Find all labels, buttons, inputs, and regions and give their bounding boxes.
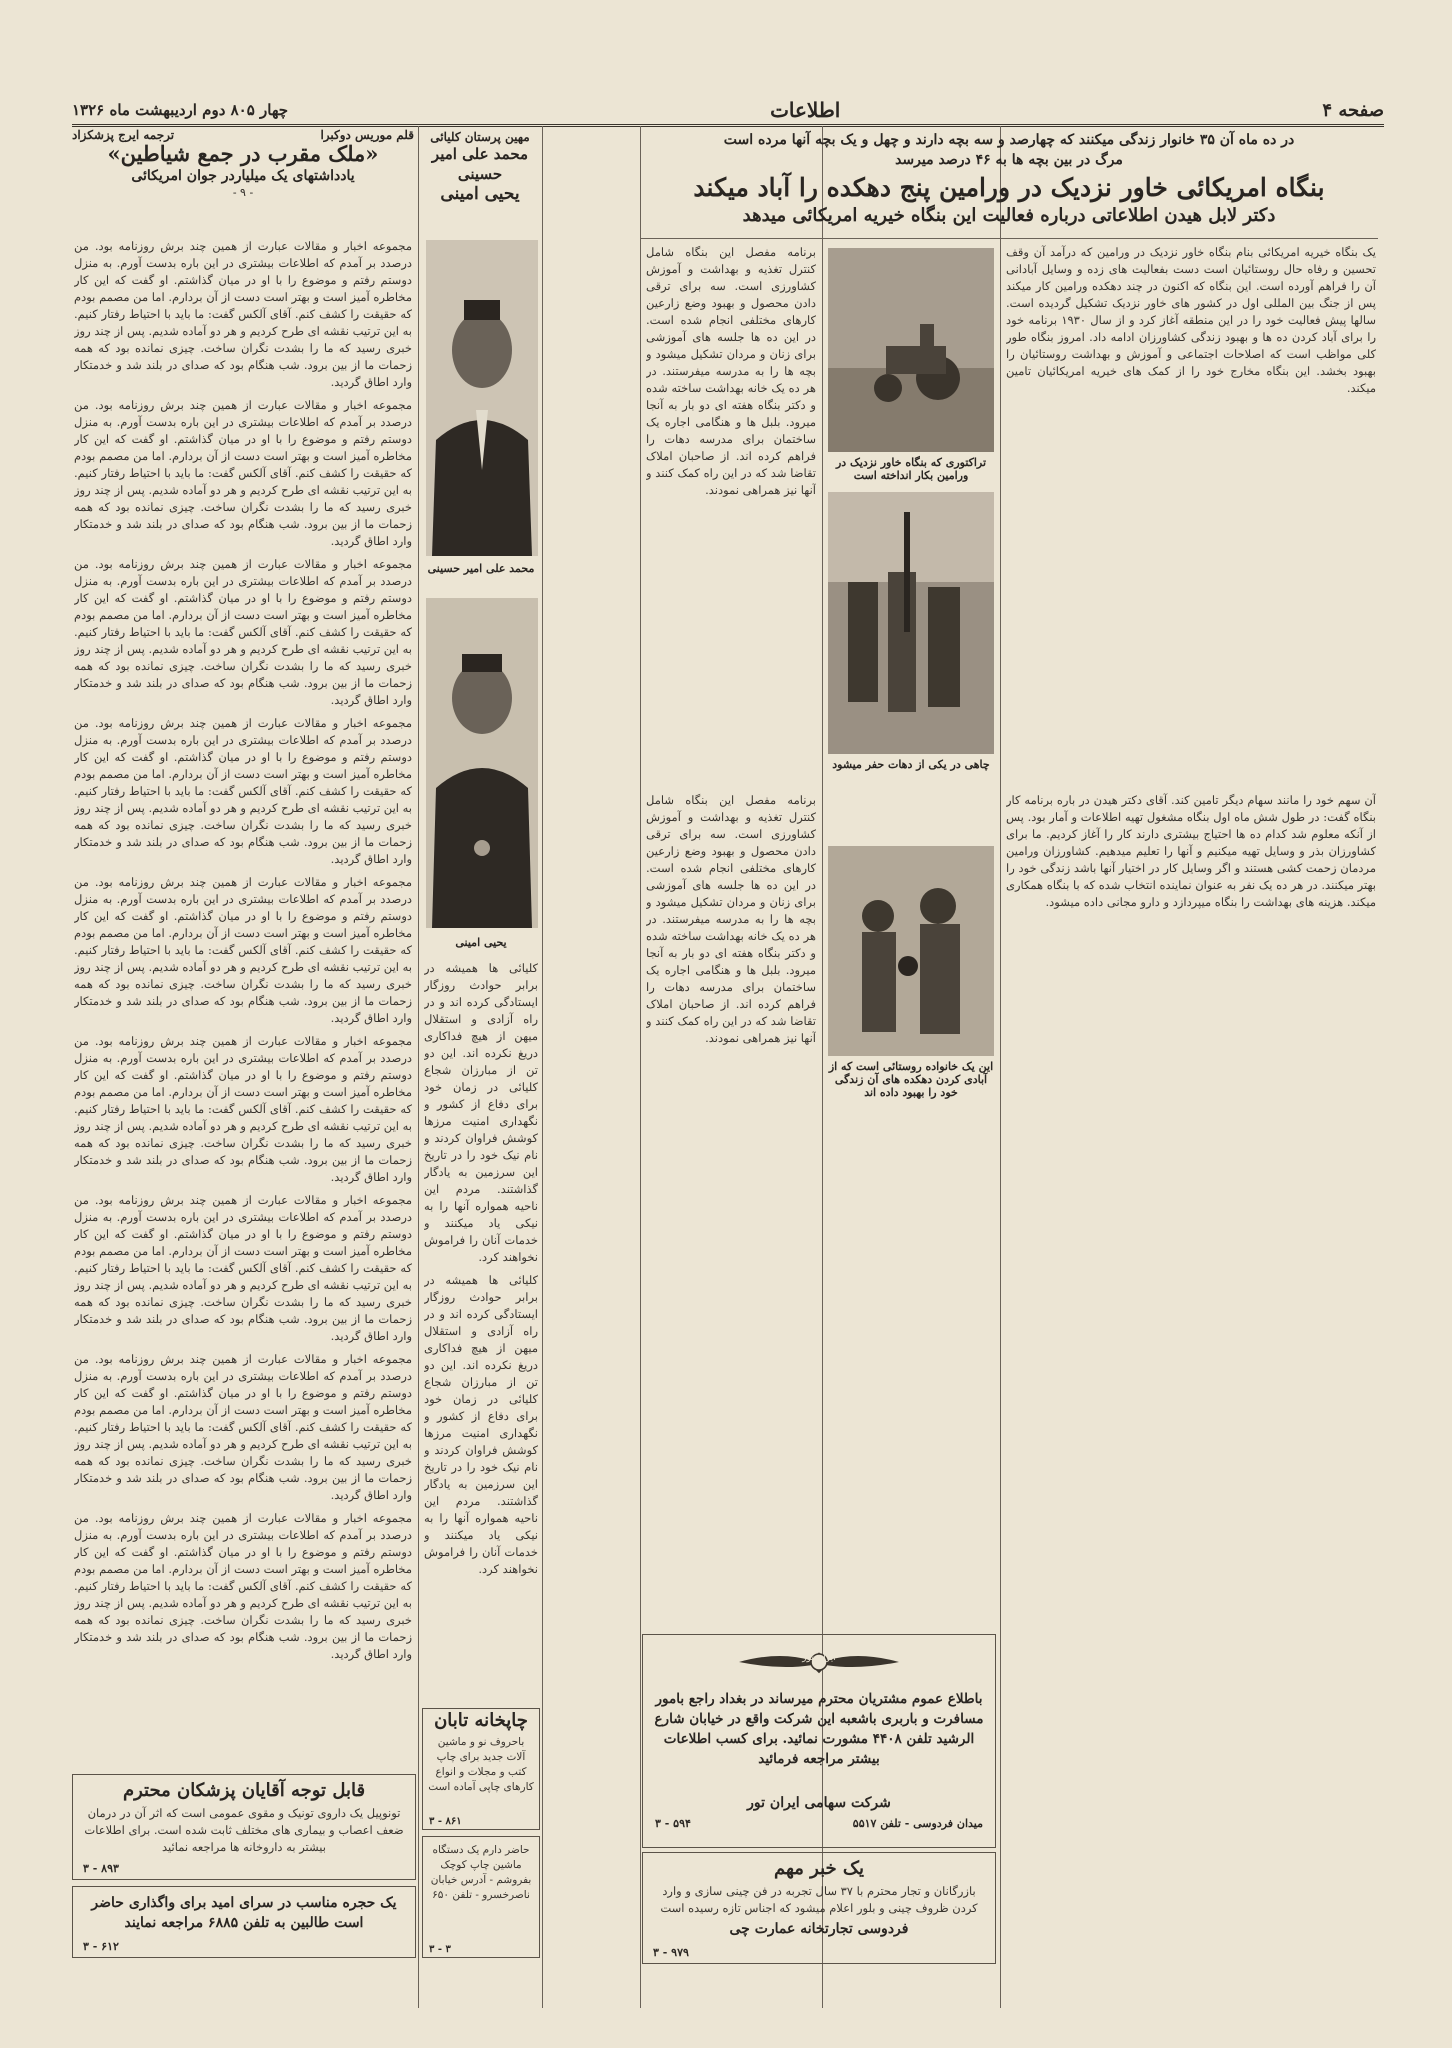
serial-translator: ترجمه ایرج پزشکزاد — [72, 128, 175, 142]
portraits-byline: مهین پرستان کلیائی — [430, 130, 530, 144]
serial-number: - ۹ - — [232, 186, 254, 199]
well-photo — [828, 492, 994, 754]
column-divider — [542, 126, 543, 2008]
masthead — [72, 96, 1384, 127]
portrait-1 — [426, 240, 538, 556]
good-news-company: فردوسی تجارتخانه عمارت چی — [729, 1921, 909, 1937]
issue-date: چهار ۸۰۵ دوم اردیبهشت ماه ۱۳۲۶ — [72, 101, 289, 119]
serial-text-1: مجموعه اخبار و مقالات عبارت از همین چند برش روزنامه بود. من درصدد بر آمدم که اطلاعات بیشتری در این باره بدست آورم. به منزل دوستم رفتم و موضوع را با او در میان گذاشتم. او گفت که این کار مخاطره آمیز است و بهتر است دست از آن بردارم. اما من مصمم بودم که حقیقت را کشف کنم. آقای آلکس گفت: ما باید با احتیاط رفتار کنیم. به این ترتیب نقشه ای طرح کردیم و هر دو آماده شدیم. پس از چند روز خبری رسید که ما را بشدت نگران ساخت. چیزی نمانده بود که همه زحمات ما از بین برود. شب هنگام بود که صدای در بلند شد و خدمتکار وارد اطاق گردید. — [74, 239, 412, 389]
office-ad — [72, 1886, 416, 1958]
lead-divider — [640, 238, 1378, 239]
serial-text-6: مجموعه اخبار و مقالات عبارت از همین چند برش روزنامه بود. من درصدد بر آمدم که اطلاعات بیشتری در این باره بدست آورم. به منزل دوستم رفتم و موضوع را با او در میان گذاشتم. او گفت که این کار مخاطره آمیز است و بهتر است دست از آن بردارم. اما من مصمم بودم که حقیقت را کشف کنم. آقای آلکس گفت: ما باید با احتیاط رفتار کنیم. به این ترتیب نقشه ای طرح کردیم و هر دو آماده شدیم. پس از چند روز خبری رسید که ما را بشدت نگران ساخت. چیزی نمانده بود که همه زحمات ما از بین برود. شب هنگام بود که صدای در بلند شد و خدمتکار وارد اطاق گردید. — [74, 1034, 412, 1184]
column-divider — [418, 126, 419, 2008]
serial-body — [74, 238, 412, 1668]
office-text: یک حجره مناسب در سرای امید برای واگذاری حاضر است طالبین به تلفن ۶۸۸۵ مراجعه نمایند — [91, 1895, 397, 1931]
iran-tour-notice — [642, 1634, 996, 1848]
serial-text-3: مجموعه اخبار و مقالات عبارت از همین چند برش روزنامه بود. من درصدد بر آمدم که اطلاعات بیشتری در این باره بدست آورم. به منزل دوستم رفتم و موضوع را با او در میان گذاشتم. او گفت که این کار مخاطره آمیز است و بهتر است دست از آن بردارم. اما من مصمم بودم که حقیقت را کشف کنم. آقای آلکس گفت: ما باید با احتیاط رفتار کنیم. به این ترتیب نقشه ای طرح کردیم و هر دو آماده شدیم. پس از چند روز خبری رسید که ما را بشدت نگران ساخت. چیزی نمانده بود که همه زحمات ما از بین برود. شب هنگام بود که صدای در بلند شد و خدمتکار وارد اطاق گردید. — [74, 557, 412, 707]
portrait-2-caption: یحیی امینی — [455, 936, 507, 949]
good-news-title: یک خبر مهم — [773, 1858, 865, 1879]
notice-address: میدان فردوسی - تلفن ۵۵۱۷ — [852, 1817, 983, 1830]
serial-text-9: مجموعه اخبار و مقالات عبارت از همین چند برش روزنامه بود. من درصدد بر آمدم که اطلاعات بیشتری در این باره بدست آورم. به منزل دوستم رفتم و موضوع را با او در میان گذاشتم. او گفت که این کار مخاطره آمیز است و بهتر است دست از آن بردارم. اما من مصمم بودم که حقیقت را کشف کنم. آقای آلکس گفت: ما باید با احتیاط رفتار کنیم. به این ترتیب نقشه ای طرح کردیم و هر دو آماده شدیم. پس از چند روز خبری رسید که ما را بشدت نگران ساخت. چیزی نمانده بود که همه زحمات ما از بین برود. شب هنگام بود که صدای در بلند شد و خدمتکار وارد اطاق گردید. — [74, 1511, 412, 1661]
column-divider — [1000, 126, 1001, 2008]
portrait-1-image — [426, 240, 538, 556]
lead-column-4 — [646, 792, 816, 1282]
serial-text-8: مجموعه اخبار و مقالات عبارت از همین چند برش روزنامه بود. من درصدد بر آمدم که اطلاعات بیشتری در این باره بدست آورم. به منزل دوستم رفتم و موضوع را با او در میان گذاشتم. او گفت که این کار مخاطره آمیز است و بهتر است دست از آن بردارم. اما من مصمم بودم که حقیقت را کشف کنم. آقای آلکس گفت: ما باید با احتیاط رفتار کنیم. به این ترتیب نقشه ای طرح کردیم و هر دو آماده شدیم. پس از چند روز خبری رسید که ما را بشدت نگران ساخت. چیزی نمانده بود که همه زحمات ما از بین برود. شب هنگام بود که صدای در بلند شد و خدمتکار وارد اطاق گردید. — [74, 1352, 412, 1502]
tractor-photo — [828, 248, 994, 452]
lead-column-2 — [646, 244, 816, 784]
notice-code: ۵۹۴ - ۳ — [655, 1817, 691, 1830]
lead-column-3 — [1006, 792, 1376, 2008]
lead-col2-text: برنامه مفصل این بنگاه شامل کنترل تغذیه و بهداشت و آموزش کشاورزی است. سه برای ترقی دادن محصول و بهبود وضع زارعین کارهای مختلفی انجام شده است. در این ده ها جلسه های آموزشی برای زنان و مردان تشکیل میشود و بچه ها را به مدرسه میفرستند. در هر ده یک خانه بهداشت ساخته شده و دکتر بنگاه هفته ای دو بار به آنجا میرود. بلبل ها و هنگامی اجاره یک ساختمان برای مدرسه دهات را فراهم کرده اند. از صاحبان املاک تقاضا شد که در این راه کمک کنند و آنها نیز همراهی نمودند. — [646, 245, 816, 497]
stamp-ad — [422, 1836, 540, 1958]
tractor-caption: تراکتوری که بنگاه خاور نزدیک در ورامین بکار انداخته است — [835, 456, 987, 482]
serial-text-5: مجموعه اخبار و مقالات عبارت از همین چند برش روزنامه بود. من درصدد بر آمدم که اطلاعات بیشتری در این باره بدست آورم. به منزل دوستم رفتم و موضوع را با او در میان گذاشتم. او گفت که این کار مخاطره آمیز است و بهتر است دست از آن بردارم. اما من مصمم بودم که حقیقت را کشف کنم. آقای آلکس گفت: ما باید با احتیاط رفتار کنیم. به این ترتیب نقشه ای طرح کردیم و هر دو آماده شدیم. پس از چند روز خبری رسید که ما را بشدت نگران ساخت. چیزی نمانده بود که همه زحمات ما از بین برود. شب هنگام بود که صدای در بلند شد و خدمتکار وارد اطاق گردید. — [74, 875, 412, 1025]
notice-brand: ایران تور — [802, 1653, 836, 1663]
lead-col3-text: آن سهم خود را مانند سهام دیگر تامین کند. آقای دکتر هیدن در باره برنامه کار بنگاه گفت: در طول شش ماه اول بنگاه مشغول تهیه اطلاعات و آمار بود. پس از آنکه معلوم شد کدام ده ها احتیاج بیشتری دارند کار را آغاز کردیم. ما برای کشاورزان بذر و وسایل تهیه میکنیم و آنها را تعلیم میدهیم. کشاورزان ورامین مردمان زحمت کشی هستند و اگر وسایل کار در اختیار آنها باشد زندگی خود را بهتر میکنند. در هر ده یک نفر به عنوان نماینده انتخاب شده که با بنگاه همکاری میکند. هزینه های بهداشت را بنگاه میپردازد و دارو مجانی داده میشود. — [1006, 793, 1376, 909]
lead-col1-text: یک بنگاه خیریه امریکائی بنام بنگاه خاور نزدیک در ورامین که درآمد آن وقف تحسین و رفاه حال روستائیان است دست بفعالیت های زده و وسایل آبادانی آن را فراهم آورده است. این بنگاه که اکنون در چند دهکده ورامین کار میکند پس از جنگ بین المللی اول در کشور های خاور نزدیک تشکیل گردیده است. سالها پیش فعالیت خود را در این منطقه آغاز کرد و از سال ۱۹۳۰ برنامه خود را برای آباد کردن ده ها و بهبود زندگی کشاورزان ادامه داد. امروز بنگاه طور کلی مواظب است که اصلاحات اجتماعی و آموزش و بهداشت روستائیان را بهبود بخشد. این بنگاه مخارج خود را از کمک های خیریه امریکائیان تامین میکند. — [1006, 245, 1376, 395]
doctors-title: قابل توجه آقایان پزشکان محترم — [122, 1780, 366, 1801]
portraits-text — [424, 960, 538, 1700]
serial-text-4: مجموعه اخبار و مقالات عبارت از همین چند برش روزنامه بود. من درصدد بر آمدم که اطلاعات بیشتری در این باره بدست آورم. به منزل دوستم رفتم و موضوع را با او در میان گذاشتم. او گفت که این کار مخاطره آمیز است و بهتر است دست از آن بردارم. اما من مصمم بودم که حقیقت را کشف کنم. آقای آلکس گفت: ما باید با احتیاط رفتار کنیم. به این ترتیب نقشه ای طرح کردیم و هر دو آماده شدیم. پس از چند روز خبری رسید که ما را بشدت نگران ساخت. چیزی نمانده بود که همه زحمات ما از بین برود. شب هنگام بود که صدای در بلند شد و خدمتکار وارد اطاق گردید. — [74, 716, 412, 866]
tractor-image — [828, 248, 994, 452]
lead-header — [640, 130, 1378, 228]
newspaper-name: اطلاعات — [770, 98, 841, 122]
good-news-text: بازرگانان و تجار محترم با ۳۷ سال تجربه در فن چینی سازی و وارد کردن ظروف چینی و بلور اعلام میشود که اجناس تازه رسیده است — [660, 1884, 978, 1915]
doctors-text: تونوپیل یک داروی تونیک و مقوی عمومی است که اثر آن در درمان ضعف اعصاب و بیماری های مختلف ثابت شده است. برای اطلاعات بیشتر به داروخانه ها مراجعه نمائید — [84, 1806, 404, 1854]
doctors-ad — [72, 1774, 416, 1880]
family-image — [828, 846, 994, 1056]
serial-title: «ملک مقرب در جمع شیاطین» — [107, 141, 379, 166]
portraits-name1: محمد علی امیر حسینی — [431, 145, 529, 183]
serial-byline: قلم موریس دوکبرا — [320, 128, 414, 142]
office-code: ۶۱۲ - ۳ — [83, 1940, 119, 1953]
portrait-2-image — [426, 598, 538, 928]
lead-kicker: در ده ماه آن ۳۵ خانوار زندگی میکنند که چهارصد و سه بچه دارند و چهل و یک بچه آنها مرده است — [723, 132, 1295, 148]
lead-headline: بنگاه امریکائی خاور نزدیک در ورامین پنج دهکده را آباد میکند — [693, 173, 1325, 202]
portraits-body-cont: کلیائی ها همیشه در برابر حوادث روزگار ایستادگی کرده اند و در راه آزادی و استقلال میهن از هیچ فداکاری دریغ نکرده اند. این دو تن از مبارزان شجاع کلیائی در زمان خود برای دفاع از کشور و نگهداری امنیت مرزها کوشش فراوان کردند و نام نیک خود را در تاریخ این سرزمین به یادگار گذاشتند. مردم این ناحیه همواره آنها را به نیکی یاد میکنند و خدمات آنان را فراموش نخواهند کرد. — [424, 1273, 538, 1576]
portraits-name2: یحیی امینی — [440, 184, 520, 204]
serial-text-2: مجموعه اخبار و مقالات عبارت از همین چند برش روزنامه بود. من درصدد بر آمدم که اطلاعات بیشتری در این باره بدست آورم. به منزل دوستم رفتم و موضوع را با او در میان گذاشتم. او گفت که این کار مخاطره آمیز است و بهتر است دست از آن بردارم. اما من مصمم بودم که حقیقت را کشف کنم. آقای آلکس گفت: ما باید با احتیاط رفتار کنیم. به این ترتیب نقشه ای طرح کردیم و هر دو آماده شدیم. پس از چند روز خبری رسید که ما را بشدت نگران ساخت. چیزی نمانده بود که همه زحمات ما از بین برود. شب هنگام بود که صدای در بلند شد و خدمتکار وارد اطاق گردید. — [74, 398, 412, 548]
serial-text-7: مجموعه اخبار و مقالات عبارت از همین چند برش روزنامه بود. من درصدد بر آمدم که اطلاعات بیشتری در این باره بدست آورم. به منزل دوستم رفتم و موضوع را با او در میان گذاشتم. او گفت که این کار مخاطره آمیز است و بهتر است دست از آن بردارم. اما من مصمم بودم که حقیقت را کشف کنم. آقای آلکس گفت: ما باید با احتیاط رفتار کنیم. به این ترتیب نقشه ای طرح کردیم و هر دو آماده شدیم. پس از چند روز خبری رسید که ما را بشدت نگران ساخت. چیزی نمانده بود که همه زحمات ما از بین برود. شب هنگام بود که صدای در بلند شد و خدمتکار وارد اطاق گردید. — [74, 1193, 412, 1343]
portrait-1-caption: محمد علی امیر حسینی — [427, 562, 535, 575]
stamp-text: حاضر دارم یک دستگاه ماشین چاپ کوچک بفروشم - آدرس خیابان ناصرخسرو - تلفن ۶۵۰ — [430, 1844, 532, 1901]
lead-subhead: دکتر لابل هیدن اطلاعاتی درباره فعالیت این بنگاه خیریه امریکائی میدهد — [742, 205, 1276, 226]
chapkhaneh-title: چاپخانه تابان — [434, 1710, 528, 1731]
chapkhaneh-code: ۸۶۱ - ۳ — [429, 1816, 462, 1827]
doctors-code: ۸۹۳ - ۳ — [83, 1862, 119, 1875]
serial-subtitle: یادداشتهای یک میلیاردر جوان امریکائی — [131, 168, 355, 184]
page-number: صفحه ۴ — [1322, 99, 1384, 121]
column-divider — [640, 126, 641, 2008]
chapkhaneh-ad — [422, 1708, 540, 1830]
serial-header — [72, 128, 414, 199]
stamp-code: ۳ - ۳ — [429, 1944, 451, 1955]
lead-col4-text: برنامه مفصل این بنگاه شامل کنترل تغذیه و بهداشت و آموزش کشاورزی است. سه برای ترقی دادن محصول و بهبود وضع زارعین کارهای مختلفی انجام شده است. در این ده ها جلسه های آموزشی برای زنان و مردان تشکیل میشود و بچه ها را به مدرسه میفرستند. در هر ده یک خانه بهداشت ساخته شده و دکتر بنگاه هفته ای دو بار به آنجا میرود. بلبل ها و هنگامی اجاره یک ساختمان برای مدرسه دهات را فراهم کرده اند. از صاحبان املاک تقاضا شد که در این راه کمک کنند و آنها نیز همراهی نمودند. — [646, 793, 816, 1045]
notice-text: باطلاع عموم مشتریان محترم میرساند در بغداد راجع بامور مسافرت و باربری باشعبه این شرکت واقع در خیابان شارع الرشید تلفن ۴۴۰۸ مشورت نمائید. برای کسب اطلاعات بیشتر مراجعه فرمائید — [654, 1691, 984, 1767]
lead-subkicker: مرگ در بین بچه ها به ۴۶ درصد میرسد — [895, 152, 1123, 168]
portrait-2 — [426, 598, 538, 928]
good-news-code: ۹۷۹ - ۳ — [653, 1946, 689, 1959]
chapkhaneh-text: باحروف نو و ماشین آلات جدید برای چاپ کتب و مجلات و انواع کارهای چاپی آماده است — [428, 1736, 534, 1793]
portraits-header — [422, 130, 538, 204]
good-news-ad — [642, 1852, 996, 1964]
well-caption: چاهی در یکی از دهات حفر میشود — [832, 758, 990, 771]
family-caption: این یک خانواده روستائی است که از آبادی کردن دهکده های آن زندگی خود را بهبود داده اند — [828, 1060, 994, 1099]
well-image — [828, 492, 994, 754]
notice-company: شرکت سهامی ایران تور — [747, 1795, 891, 1811]
family-photo — [828, 846, 994, 1056]
portraits-body: کلیائی ها همیشه در برابر حوادث روزگار ایستادگی کرده اند و در راه آزادی و استقلال میهن از هیچ فداکاری دریغ نکرده اند. این دو تن از مبارزان شجاع کلیائی در زمان خود برای دفاع از کشور و نگهداری امنیت مرزها کوشش فراوان کردند و نام نیک خود را در تاریخ این سرزمین به یادگار گذاشتند. مردم این ناحیه همواره آنها را به نیکی یاد میکنند و خدمات آنان را فراموش نخواهند کرد. — [424, 961, 538, 1264]
